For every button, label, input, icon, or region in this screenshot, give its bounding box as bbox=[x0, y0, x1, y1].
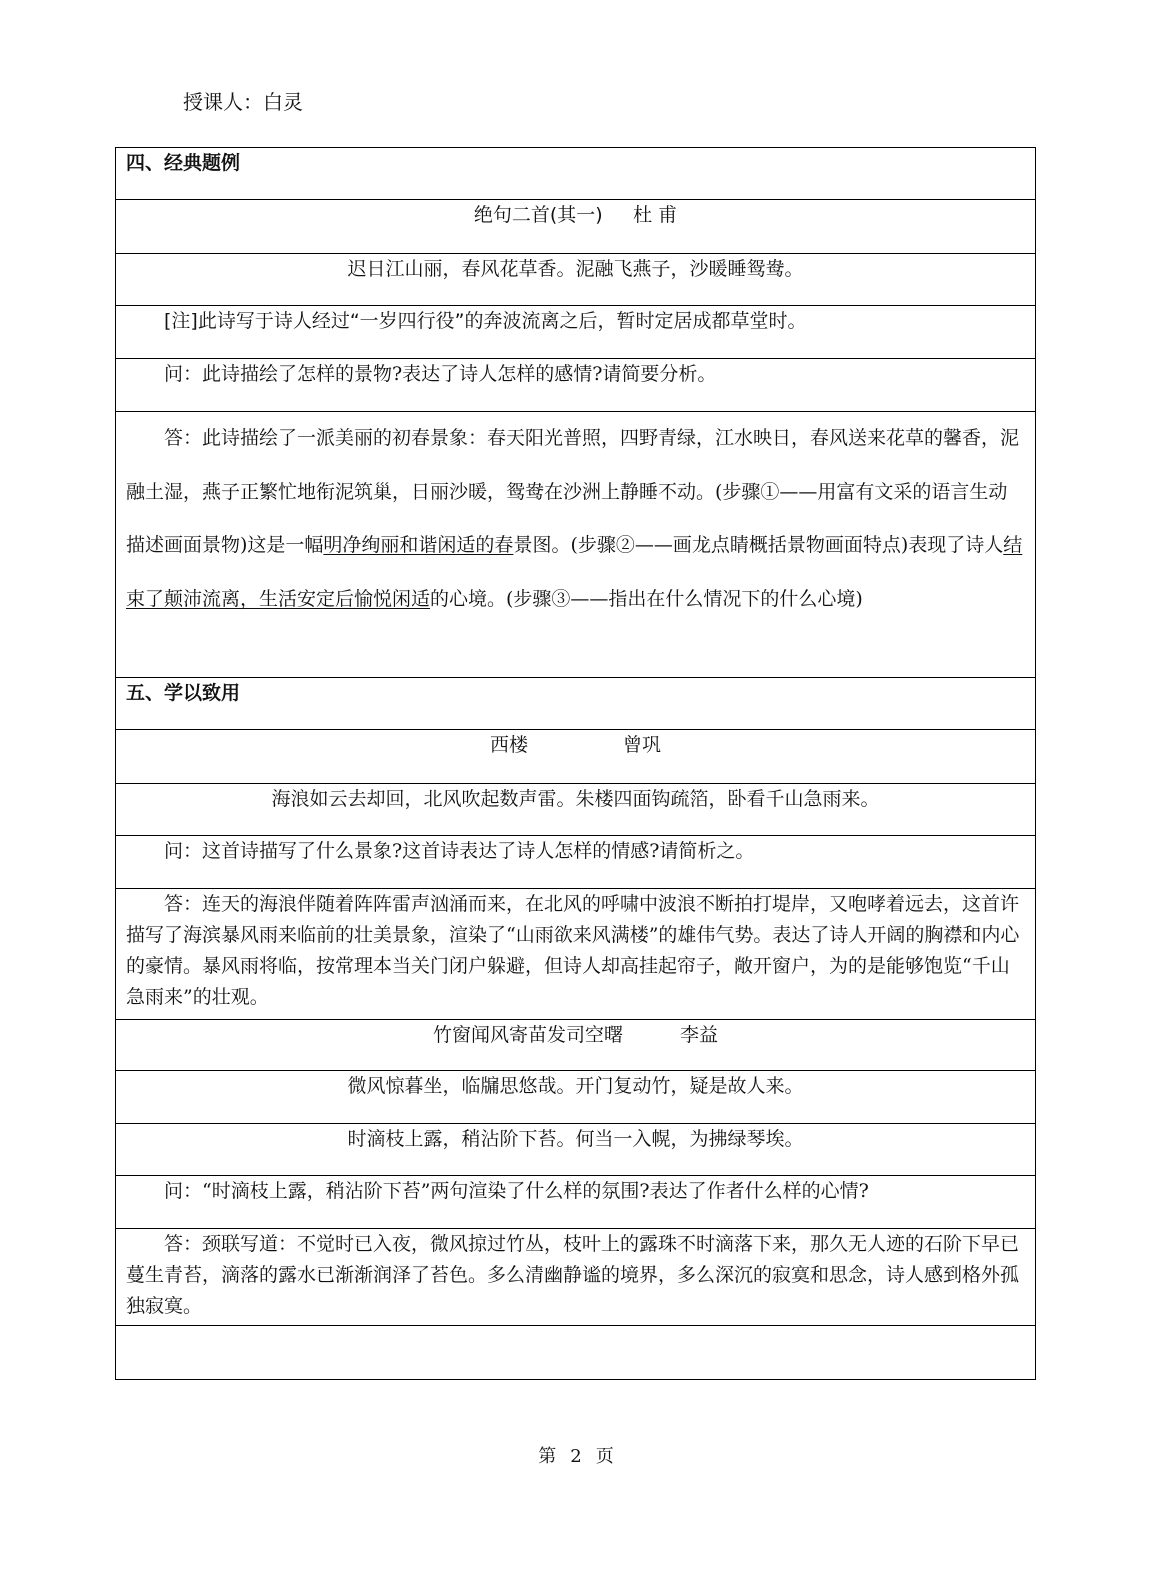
poem2-author: 李益 bbox=[680, 1024, 719, 1046]
answer-1-part-a: 答：此诗描绘了一派美丽的初春景象：春天阳光普照，四野青绿，江水映日，春风送来花草的馨香，泥融土湿，燕子正繁忙地衔泥筑巢，日丽沙暖，鸳鸯在沙洲上静睡不动。(步骤①——用富有文采的语言生动描述画面景物)这是一幅 bbox=[126, 427, 1020, 556]
poem-author: 杜 甫 bbox=[633, 204, 678, 226]
poem1-author: 曾巩 bbox=[623, 734, 662, 756]
section5-heading: 五、学以致用 bbox=[116, 678, 1036, 730]
answer-1-part-c: 的心境。(步骤③——指出在什么情况下的什么心境) bbox=[430, 587, 863, 610]
poem1-text: 海浪如云去却回，北风吹起数声雷。朱楼四面钩疏箔，卧看千山急雨来。 bbox=[116, 784, 1036, 836]
page-number: 2 bbox=[570, 1446, 582, 1467]
poem-title-row bbox=[116, 200, 1036, 254]
poem-title: 绝句二首(其一) bbox=[473, 204, 603, 226]
poem2-line-2: 时滴枝上露，稍沾阶下苔。何当一入幌，为拂绿琴埃。 bbox=[116, 1124, 1036, 1176]
answer-1-underline-2: 结束了颠沛流离，生活安定后愉悦闲适 bbox=[126, 534, 1023, 610]
section4-heading: 四、经典题例 bbox=[116, 148, 1036, 200]
footer-prefix: 第 bbox=[538, 1446, 557, 1467]
page-footer bbox=[0, 1442, 1152, 1468]
poem2-line-1: 微风惊暮坐，临牖思悠哉。开门复动竹，疑是故人来。 bbox=[116, 1071, 1036, 1124]
poem1-title: 西楼 bbox=[489, 734, 528, 756]
answer-1-underline-1: 明净绚丽和谐闲适的春 bbox=[323, 534, 514, 556]
answer-3: 答：颈联写道：不觉时已入夜，微风掠过竹丛，枝叶上的露珠不时滴落下来，那久无人迹的石阶下早已蔓生青苔，滴落的露水已渐渐润泽了苔色。多么清幽静谧的境界，多么深沉的寂寞和思念，诗人感到格外孤独寂寞。 bbox=[116, 1229, 1036, 1326]
footer-suffix: 页 bbox=[595, 1446, 614, 1467]
teacher-line: 授课人：白灵 bbox=[183, 90, 303, 114]
poem1-title-row bbox=[116, 730, 1036, 784]
empty-row bbox=[116, 1326, 1036, 1380]
poem-text: 迟日江山丽，春风花草香。泥融飞燕子，沙暖睡鸳鸯。 bbox=[116, 254, 1036, 306]
question-2: 问：这首诗描写了什么景象?这首诗表达了诗人怎样的情感?请简析之。 bbox=[116, 836, 1036, 889]
answer-1-part-b: 景图。(步骤②——画龙点睛概括景物画面特点)表现了诗人 bbox=[513, 534, 1004, 556]
answer-1 bbox=[116, 412, 1036, 678]
poem-note: [注]此诗写于诗人经过“一岁四行役”的奔波流离之后，暂时定居成都草堂时。 bbox=[116, 306, 1036, 359]
poem2-title-row bbox=[116, 1020, 1036, 1071]
lesson-table bbox=[115, 147, 1036, 1380]
answer-2: 答：连天的海浪伴随着阵阵雷声汹涌而来，在北风的呼啸中波浪不断拍打堤岸，又咆哮着远去，这首许描写了海滨暴风雨来临前的壮美景象，渲染了“山雨欲来风满楼”的雄伟气势。表达了诗人开阔的胸襟和内心的豪情。暴风雨将临，按常理本当关门闭户躲避，但诗人却高挂起帘子，敞开窗户，为的是能够饱览“千山急雨来”的壮观。 bbox=[116, 889, 1036, 1020]
question-3: 问：“时滴枝上露，稍沾阶下苔”两句渲染了什么样的氛围?表达了作者什么样的心情? bbox=[116, 1176, 1036, 1229]
poem2-title: 竹窗闻风寄苗发司空曙 bbox=[432, 1024, 623, 1046]
question-1: 问：此诗描绘了怎样的景物?表达了诗人怎样的感情?请简要分析。 bbox=[116, 359, 1036, 412]
